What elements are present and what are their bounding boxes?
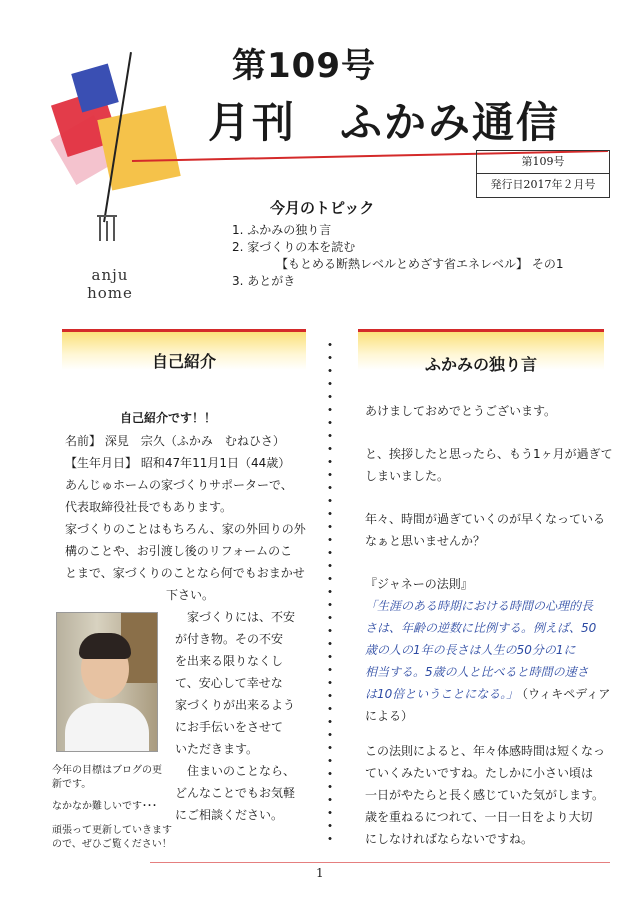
paragraph-line: なぁと思いませんか？ (365, 534, 486, 548)
topic-item: 2. 家づくりの本を読む (232, 240, 356, 254)
left-section-title: 自己紹介 (151, 352, 216, 371)
wrap-line: て、安心して幸せな (175, 676, 283, 690)
paragraph-line: この法則によると、年々体感時間は短くなっ (365, 744, 606, 758)
column-divider (328, 338, 332, 850)
photo-caption-line: ので、ぜひご覧ください！ (52, 839, 172, 850)
intro-line: 家づくりのことはもちろん、家の外回りの外 (65, 522, 306, 536)
topic-item: 3. あとがき (232, 274, 296, 288)
wrap-line: 家づくりが出来るよう (175, 698, 296, 712)
wrap-line: が付き物。その不安 (175, 632, 284, 646)
issue-info-box (476, 150, 610, 198)
paragraph-line: 一日がやたらと長く感じていた気がします。 (365, 788, 605, 802)
wrap-line: いただきます。 (175, 742, 259, 756)
right-section-title: ふかみの独り言 (424, 355, 537, 374)
intro-heading: 自己紹介です！！ (120, 411, 217, 425)
greeting-paragraph: あけましておめでとうございます。 (365, 404, 557, 418)
wrap-line: にお手伝いをさせて (175, 720, 284, 734)
topic-item: 1. ふかみの独り言 (232, 223, 332, 237)
paragraph-line: と、挨拶したと思ったら、もう1ヶ月が過ぎて (365, 447, 613, 461)
photo-caption-line: 新です。 (52, 779, 92, 790)
intro-line: 代表取締役社長でもあります。 (65, 500, 233, 514)
newsletter-title: 月刊 ふかみ通信 (208, 98, 561, 147)
paragraph-line: 歳を重ねるにつれて、一日一日をより大切 (365, 810, 593, 824)
quote-line: 「生涯のある時期における時間の心理的長 (365, 599, 594, 613)
wrap-line: 住まいのことなら、 (187, 764, 296, 778)
issue-number-large: 第109号 (232, 46, 376, 86)
intro-line: とまで、家づくりのことなら何でもおまかせ (65, 566, 305, 580)
issue-date: 発行日2017年２月号 (477, 173, 609, 196)
footer-line (150, 862, 610, 863)
intro-line: 下さい。 (166, 588, 215, 602)
author-photo (56, 612, 158, 752)
quote-source: （ウィキペディア (516, 687, 611, 701)
photo-caption-line: 頑張って更新していきます (52, 825, 172, 836)
logo-wordmark: anju home (87, 266, 133, 302)
intro-line: 【生年月日】 昭和47年11月1日（44歳） (65, 456, 291, 470)
photo-caption-line: なかなか難しいです･･･ (52, 801, 157, 812)
wrap-line: にご相談ください。 (175, 808, 284, 822)
issue-number: 第109号 (521, 155, 565, 168)
quote-line: 歳の人の1年の長さは人生の50分の1に (365, 643, 576, 657)
topic-item: 【もとめる断熱レベルとめざす省エネレベル】 その1 (276, 257, 564, 271)
wrap-line: を出来る限りなくし (175, 654, 284, 668)
anju-home-logo-icon (95, 213, 119, 243)
intro-line: 名前】 深見 宗久（ふかみ むねひさ） (65, 434, 285, 448)
quote-line: 相当する。5歳の人と比べると時間の速さ (365, 665, 589, 679)
paragraph-line: ていくみたいですね。たしかに小さい頃は (365, 766, 594, 780)
paragraph-line: しまいました。 (365, 469, 450, 483)
intro-line: 構のことや、お引渡し後のリフォームのこ (65, 544, 293, 558)
wrap-line: 家づくりには、不安 (187, 610, 296, 624)
paragraph-line: にしなければならないですね。 (365, 832, 534, 846)
intro-line: あんじゅホームの家づくりサポーターで、 (65, 478, 293, 492)
page-number: 1 (316, 866, 324, 880)
law-title: 『ジャネーの法則』 (365, 577, 473, 591)
quote-source: による） (365, 709, 414, 723)
paragraph-line: 年々、時間が過ぎていくのが早くなっている (365, 512, 606, 526)
wrap-line: どんなことでもお気軽 (175, 786, 296, 800)
photo-caption-line: 今年の目標はブログの更 (52, 765, 162, 776)
quote-line: さは、年齢の逆数に比例する。例えば、50 (365, 621, 597, 635)
topics-heading: 今月のトピック (270, 199, 375, 217)
quote-line: は10倍ということになる。」 (365, 687, 519, 701)
